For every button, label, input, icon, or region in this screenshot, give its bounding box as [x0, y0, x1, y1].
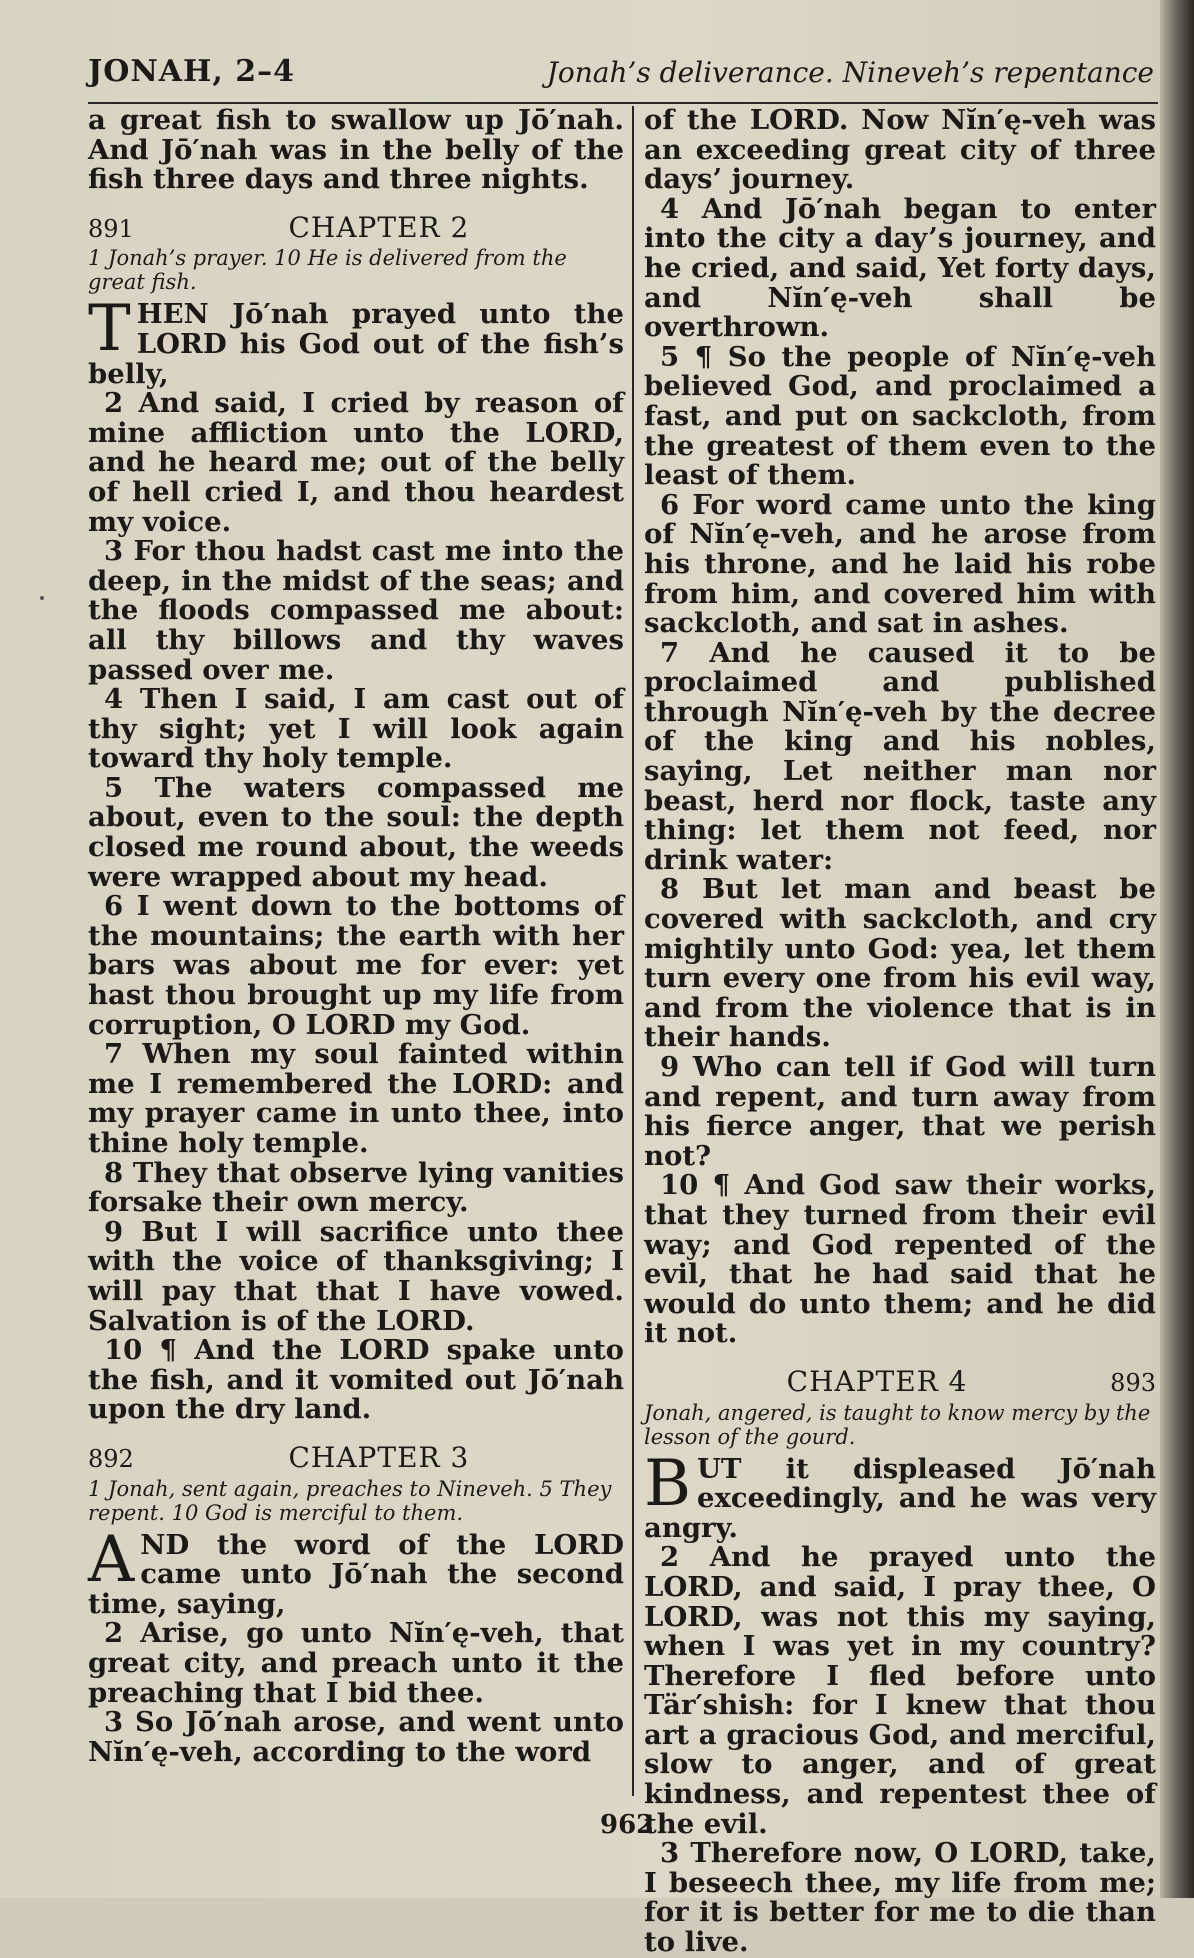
verse-3-10: 10 ¶ And God saw their works, that they turned from their evil way; and God repented of the evil, that he had said that he would do unto them; and he did it not. — [644, 1169, 1156, 1350]
verse-3-2: 2 Arise, go unto Nĭn′ę-veh, that great city, and preach unto it the preaching that I bid thee. — [88, 1617, 624, 1709]
page-edge-shadow — [1160, 0, 1194, 1898]
verse-2-8: 8 They that observe lying vanities forsake their own mercy. — [88, 1156, 624, 1219]
verse-3-6: 6 For word came unto the king of Nĭn′ę-veh, and he arose from his throne, and he laid his robe from him, and covered him with sackcloth, and sat in ashes. — [644, 488, 1156, 640]
book-chapter-heading: JONAH, 2–4 — [88, 54, 296, 89]
verse-3-9: 9 Who can tell if God will turn and repent, and turn away from his fierce anger, that we perish not? — [644, 1051, 1156, 1172]
verse-2-6: 6 I went down to the bottoms of the mountains; the earth with her bars was about me for ever: yet hast thou brought up my life from corruption, O LORD my God. — [88, 890, 624, 1041]
chapter3-heading — [88, 1440, 624, 1475]
verse-2-4: 4 Then I said, I am cast out of thy sight; yet I will look again toward thy holy temple. — [88, 683, 624, 775]
verse-3-1 — [88, 1522, 624, 1620]
chapter3-number: 892 — [88, 1444, 134, 1473]
chapter2-title: CHAPTER 2 — [288, 210, 470, 244]
verse-3-5: 5 ¶ So the people of Nĭn′ę-veh believed God, and proclaimed a fast, and put on sackcloth, from the greatest of them even to the least of them. — [644, 340, 1156, 492]
running-header — [88, 54, 1154, 98]
verse-2-2: 2 And said, I cried by reason of mine affliction unto the LORD, and he heard me; out of the belly of hell cried I, and thou heardest my voice. — [88, 387, 624, 538]
running-title: Jonah’s deliverance. Nineveh’s repentance — [546, 56, 1154, 89]
verse-4-3: 3 Therefore now, O LORD, take, I beseech thee, my life from me; for it is better for me to die than to live. — [644, 1837, 1156, 1958]
dropcap: A — [88, 1522, 135, 1597]
verse-3-3: 3 So Jō′nah arose, and went unto Nĭn′ę-veh, according to the word — [88, 1706, 624, 1768]
verse-4-1 — [644, 1446, 1156, 1544]
verse-3-4: 4 And Jō′nah began to enter into the city a day’s journey, and he cried, and said, Yet forty days, and Nĭn′ę-veh shall be overthrown. — [644, 192, 1156, 344]
verse-2-9: 9 But I will sacrifice unto thee with the voice of thanksgiving; I will pay that that I have vowed. Salvation is of the LORD. — [88, 1215, 624, 1337]
speck — [40, 596, 44, 600]
left-column — [88, 106, 624, 1767]
verse-text: ND the word of the LORD came unto Jō′nah the second time, saying, — [88, 1528, 624, 1620]
verse-3-3-continuation: of the LORD. Now Nĭn′ę-veh was an exceeding great city of three days’ journey. — [644, 104, 1156, 196]
verse-2-5: 5 The waters compassed me about, even to the soul: the depth closed me round about, the weeds were wrapped about my head. — [88, 771, 624, 893]
dropcap: T — [88, 292, 131, 367]
chapter2-summary: 1 Jonah’s prayer. 10 He is delivered from the great fish. — [88, 246, 567, 295]
chapter4-summary: Jonah, angered, is taught to know mercy by the lesson of the gourd. — [644, 1400, 1151, 1449]
verse-3-7: 7 And he caused it to be proclaimed and published through Nĭn′ę-veh by the decree of the king and his nobles, saying, Let neither man nor beast, herd nor flock, taste any thing: let them not feed, nor drink water: — [644, 636, 1156, 876]
verse-4-2: 2 And he prayed unto the LORD, and said, I pray thee, O LORD, was not this my saying, when I was yet in my country? Therefore I fled before unto Tär′shish: for I knew that thou art a gracious God, and merciful, slow to anger, and of great kindness, and repentest thee of the evil. — [644, 1541, 1156, 1840]
dropcap: B — [644, 1446, 692, 1521]
chapter2-number: 891 — [88, 214, 134, 243]
verse-3-8: 8 But let man and beast be covered with sackcloth, and cry mightily unto God: yea, let them turn every one from his evil way, and from the violence that is in their hands. — [644, 873, 1156, 1054]
chapter4-title: CHAPTER 4 — [786, 1364, 968, 1398]
verse-text: UT it displeased Jō′nah exceedingly, and he was very angry. — [644, 1452, 1156, 1544]
verse-2-10: 10 ¶ And the LORD spake unto the fish, and it vomited out Jō′nah upon the dry land. — [88, 1334, 624, 1426]
chapter3-summary: 1 Jonah, sent again, preaches to Nineveh. 5 They repent. 10 God is merciful to them. — [88, 1476, 612, 1525]
chapter2-heading — [88, 210, 624, 245]
chapter4-number: 893 — [1110, 1368, 1156, 1397]
verse-text: HEN Jō′nah prayed unto the LORD his God out of the fish’s belly, — [88, 298, 624, 390]
column-divider — [632, 106, 634, 1796]
verse-2-3: 3 For thou hadst cast me into the deep, in the midst of the seas; and the floods compassed me about: all thy billows and thy waves passed over me. — [88, 535, 624, 686]
page-number: 962 — [600, 1810, 655, 1840]
verse-2-7: 7 When my soul fainted within me I remembered the LORD: and my prayer came in unto thee, into thine holy temple. — [88, 1038, 624, 1159]
chapter4-heading — [644, 1364, 1156, 1399]
right-column — [644, 106, 1156, 1958]
verse-2-1 — [88, 292, 624, 390]
chapter3-title: CHAPTER 3 — [288, 1440, 470, 1474]
chapter1-continuation: a great fish to swallow up Jō′nah. And Jō′nah was in the belly of the fish three days and three nights. — [88, 104, 624, 196]
